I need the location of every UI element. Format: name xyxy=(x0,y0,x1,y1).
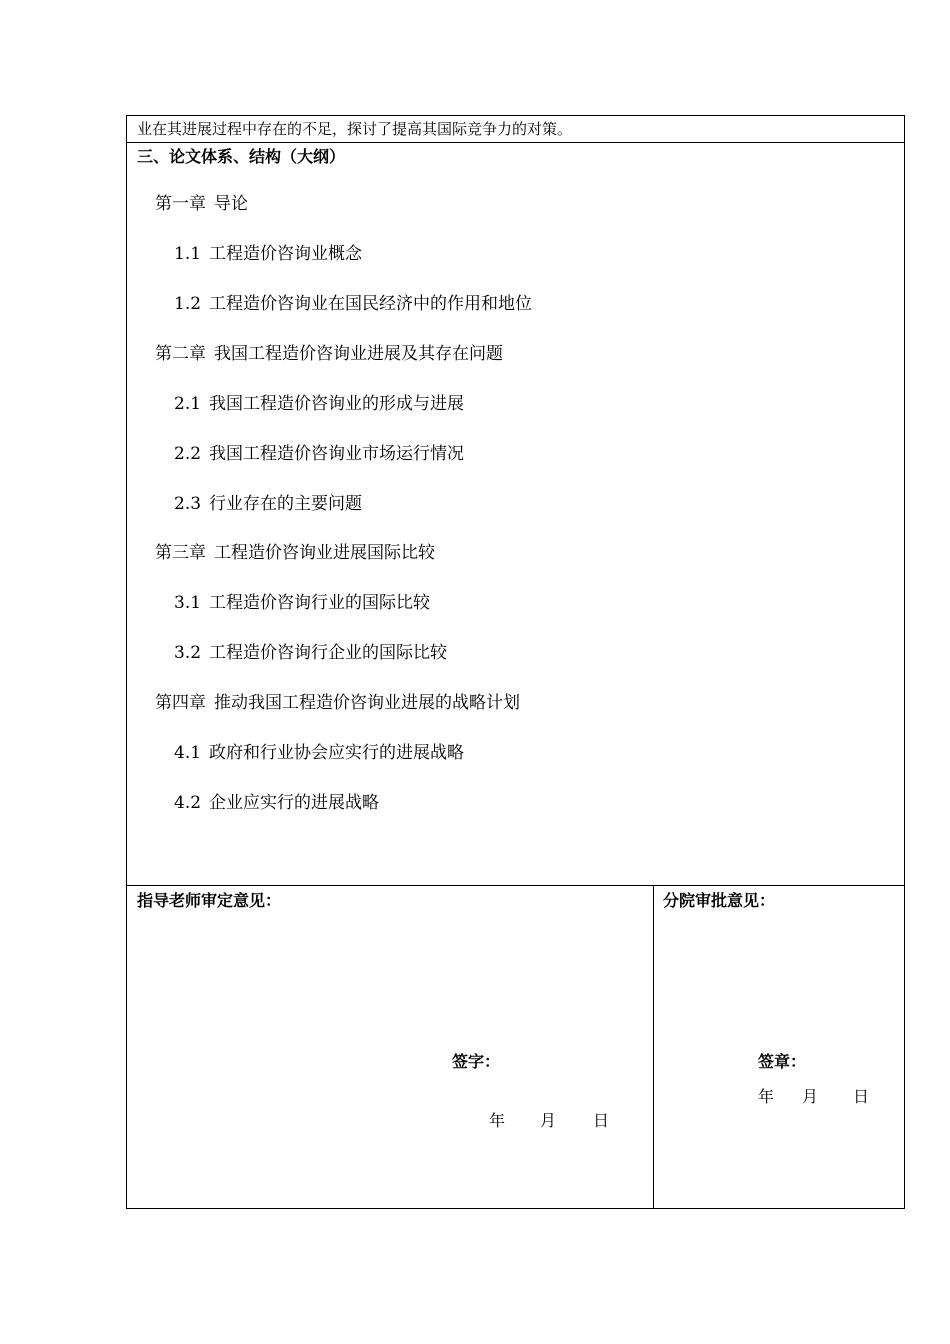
subsection-item xyxy=(174,642,447,664)
subsection-item xyxy=(174,293,532,315)
branch-date-day: 日 xyxy=(853,1087,870,1106)
chapter-number: 第二章 xyxy=(155,344,206,364)
advisor-date-year: 年 xyxy=(489,1111,506,1130)
advisor-date-month: 月 xyxy=(540,1111,557,1130)
chapter-number: 第一章 xyxy=(155,194,206,214)
subsection-number: 2.3 xyxy=(174,494,202,514)
subsection-title: 行业存在的主要问题 xyxy=(209,494,363,514)
chapter-number: 第三章 xyxy=(155,543,206,563)
subsection-number: 2.1 xyxy=(174,394,202,414)
subsection-number: 4.1 xyxy=(174,743,202,763)
subsection-item xyxy=(174,493,362,515)
advisor-review-label: 指导老师审定意见： xyxy=(137,891,282,910)
subsection-item xyxy=(174,592,430,614)
continuation-text: 业在其进展过程中存在的不足，探讨了提高其国际竞争力的对策。 xyxy=(137,120,573,138)
subsection-number: 4.2 xyxy=(174,793,202,813)
outline-section xyxy=(126,142,905,886)
subsection-title: 政府和行业协会应实行的进展战略 xyxy=(209,743,465,763)
subsection-title: 我国工程造价咨询业的形成与进展 xyxy=(209,394,465,414)
chapter-title: 我国工程造价咨询业进展及其存在问题 xyxy=(214,344,503,364)
subsection-item xyxy=(174,393,464,415)
branch-date-month: 月 xyxy=(802,1087,819,1106)
advisor-date-day: 日 xyxy=(593,1111,610,1130)
chapter-item xyxy=(155,343,503,365)
chapter-item xyxy=(155,542,435,564)
subsection-title: 工程造价咨询业在国民经济中的作用和地位 xyxy=(209,294,533,314)
section-heading: 三、论文体系、结构（大纲） xyxy=(137,147,346,166)
branch-approval-cell xyxy=(653,885,905,1209)
subsection-title: 企业应实行的进展战略 xyxy=(209,793,380,813)
subsection-title: 工程造价咨询行企业的国际比较 xyxy=(209,643,448,663)
chapter-title: 工程造价咨询业进展国际比较 xyxy=(214,543,435,563)
subsection-title: 我国工程造价咨询业市场运行情况 xyxy=(209,444,465,464)
subsection-number: 1.2 xyxy=(174,294,202,314)
advisor-signature-label: 签字： xyxy=(452,1052,501,1071)
advisor-review-cell xyxy=(126,885,654,1209)
subsection-title: 工程造价咨询行业的国际比较 xyxy=(209,593,431,613)
subsection-number: 3.1 xyxy=(174,593,202,613)
subsection-number: 3.2 xyxy=(174,643,202,663)
chapter-title: 导论 xyxy=(214,194,248,214)
subsection-item xyxy=(174,742,464,764)
chapter-title: 推动我国工程造价咨询业进展的战略计划 xyxy=(214,693,520,713)
subsection-number: 1.1 xyxy=(174,244,202,264)
chapter-number: 第四章 xyxy=(155,693,206,713)
branch-stamp-label: 签章： xyxy=(758,1052,807,1071)
subsection-item xyxy=(174,792,379,814)
chapter-item xyxy=(155,193,248,215)
subsection-title: 工程造价咨询业概念 xyxy=(209,244,363,264)
subsection-item xyxy=(174,243,362,265)
chapter-item xyxy=(155,692,520,714)
branch-date-year: 年 xyxy=(758,1087,775,1106)
continuation-row xyxy=(126,115,905,143)
branch-approval-label: 分院审批意见： xyxy=(663,891,776,910)
subsection-number: 2.2 xyxy=(174,444,202,464)
subsection-item xyxy=(174,443,464,465)
